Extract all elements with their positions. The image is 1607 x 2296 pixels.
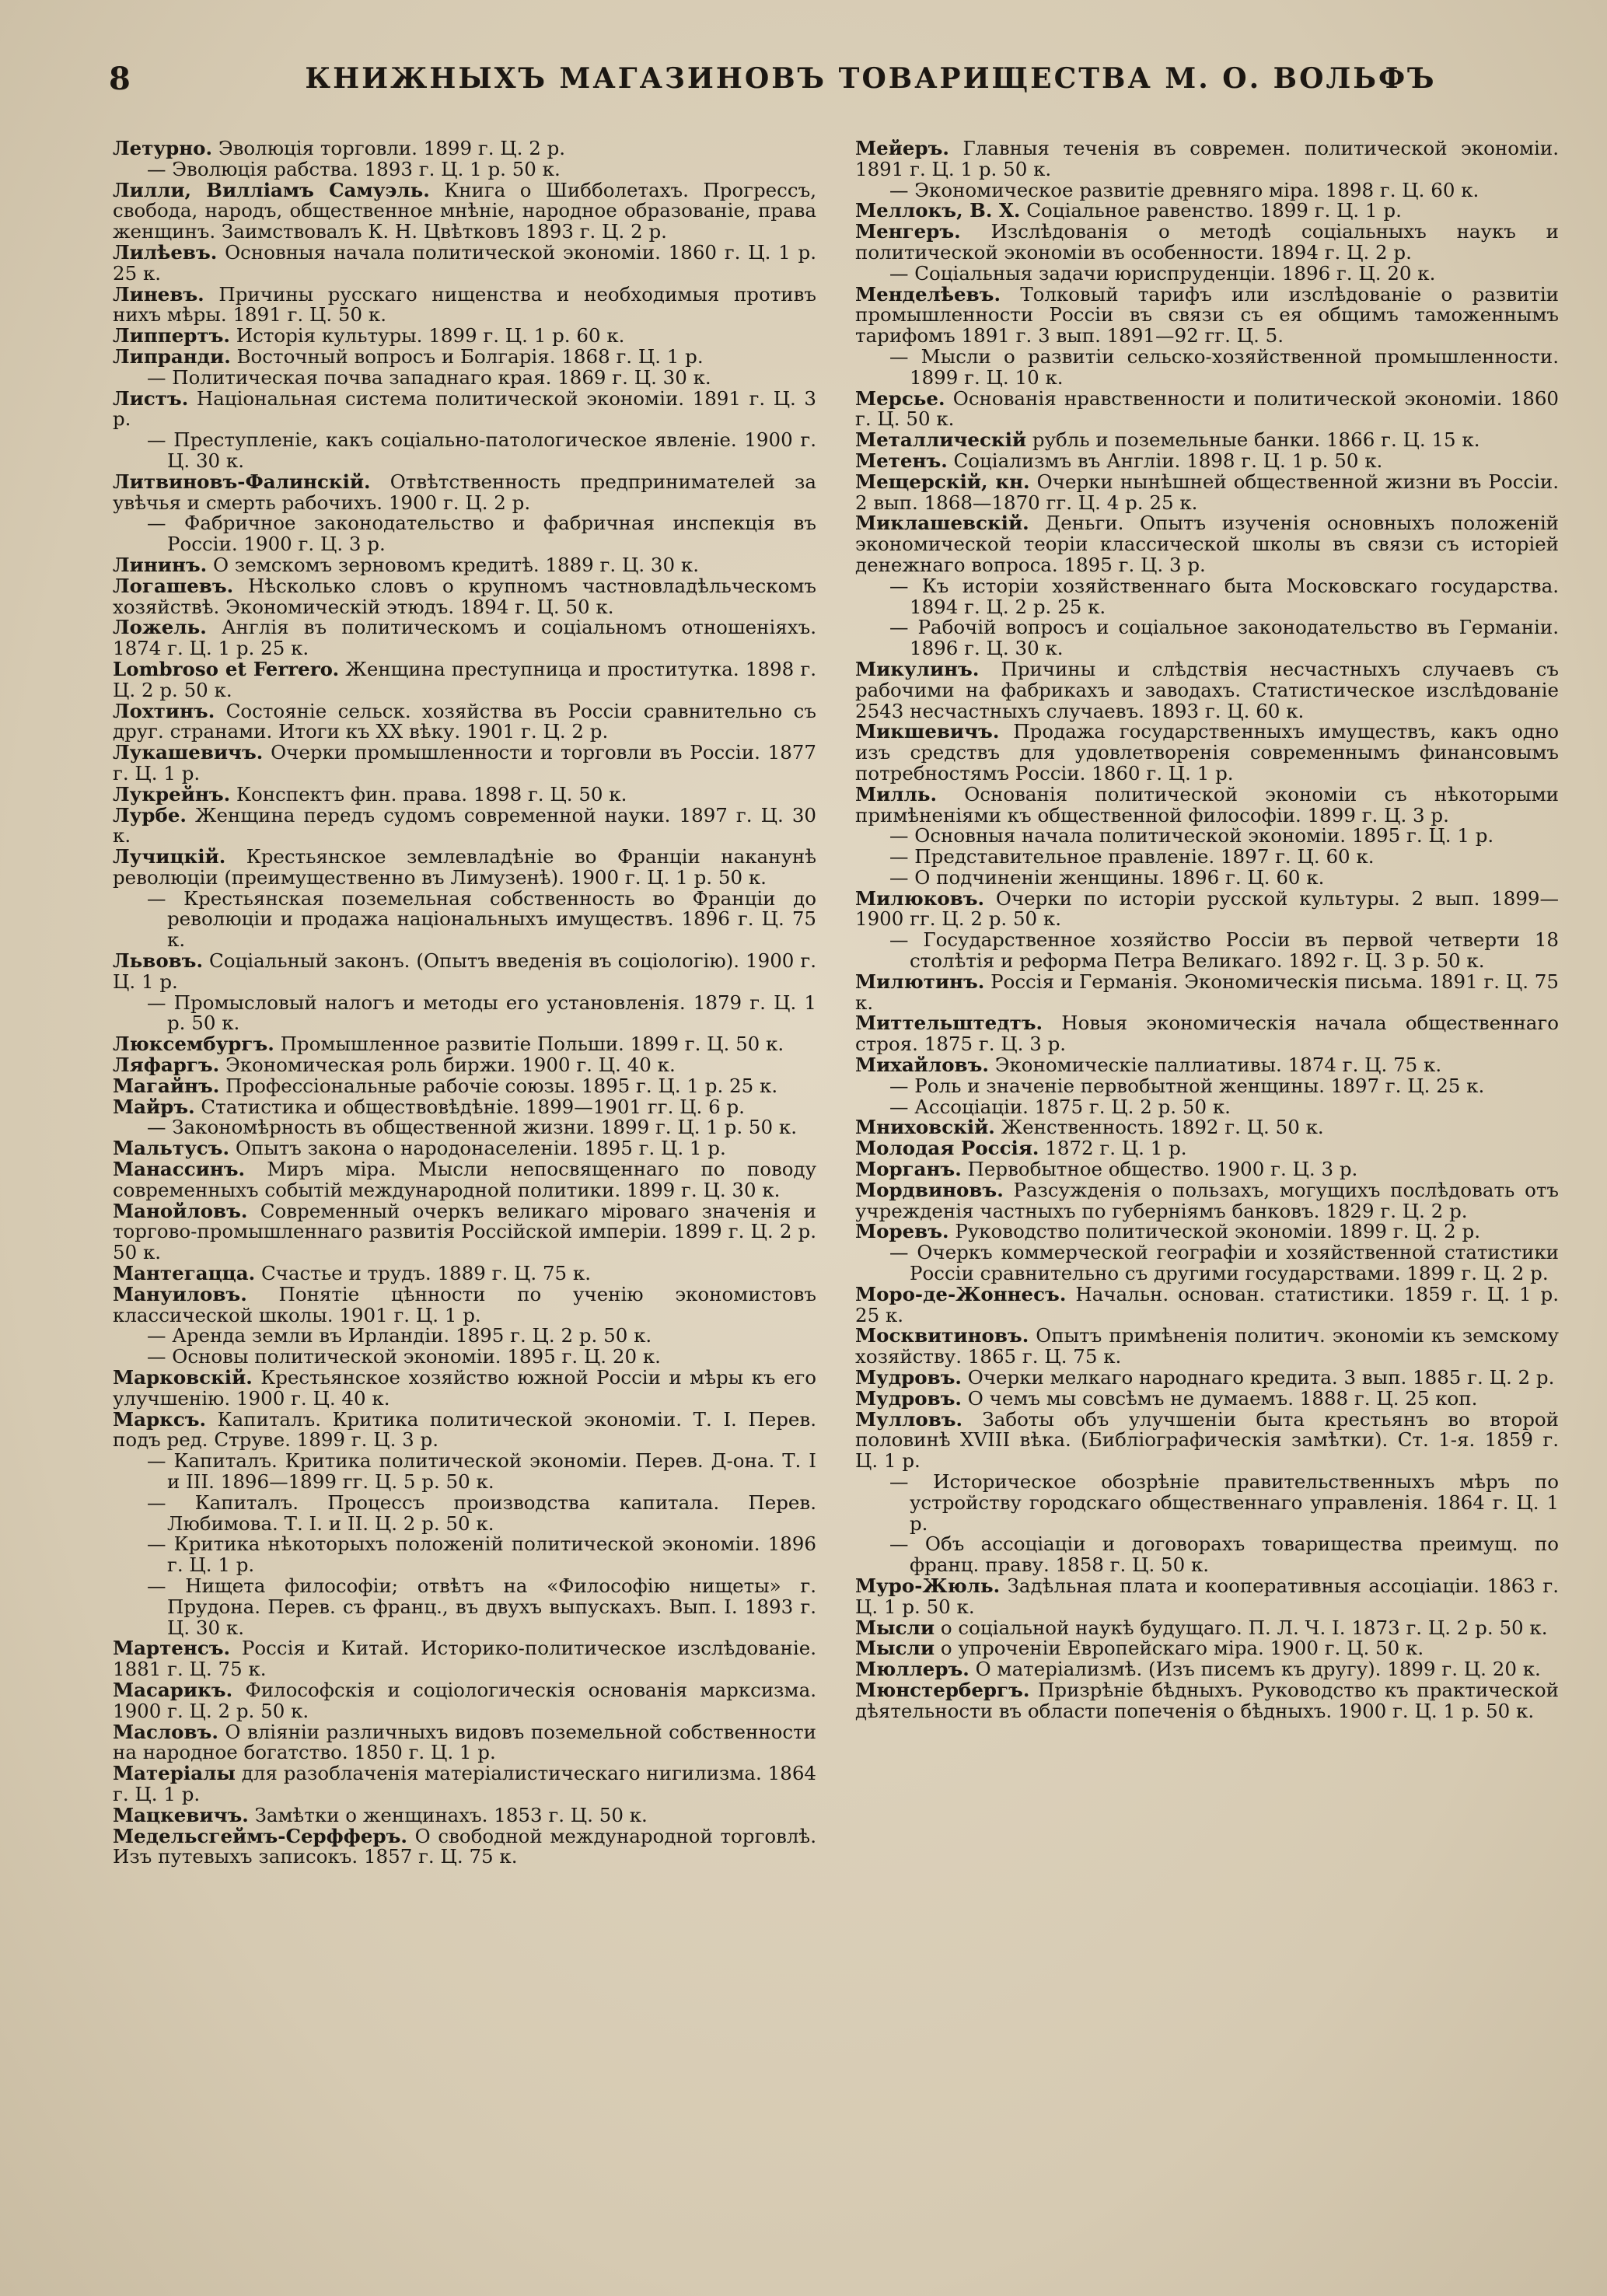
entry-title: Замѣтки о женщинахъ. 1853 г. Ц. 50 к. <box>254 1803 648 1826</box>
catalog-entry <box>113 659 816 701</box>
entry-title: — Основы политической экономіи. 1895 г. Ц. 20 к. <box>147 1345 661 1368</box>
entry-title: О матеріализмѣ. (Изъ писемъ къ другу). 1899 г. Ц. 20 к. <box>975 1658 1541 1681</box>
catalog-entry <box>855 847 1559 868</box>
catalog-entry <box>855 138 1559 180</box>
catalog-entry <box>113 1097 816 1118</box>
entry-author: Лининъ. <box>113 553 208 576</box>
catalog-entry <box>113 1263 816 1284</box>
entry-title: Очерки мелкаго народнаго кредита. 3 вып. 1885 г. Ц. 2 р. <box>967 1366 1555 1389</box>
catalog-entry <box>855 222 1559 264</box>
catalog-entry <box>113 782 816 806</box>
catalog-entry <box>855 1576 1559 1618</box>
catalog-entry <box>113 1076 816 1097</box>
entry-title: — Историческое обозрѣніе правительственныхъ мѣръ по устройству городскаго общественнаго управленія. 1864 г. Ц. 1 р. <box>889 1470 1559 1535</box>
entry-title: — Основныя начала политической экономіи. 1895 г. Ц. 1 р. <box>889 824 1494 847</box>
entry-title: — Государственное хозяйство Россіи въ первой четверти 18 столѣтія и реформа Петра Великаго. 1892 г. Ц. 3 р. 50 к. <box>889 928 1559 973</box>
entry-author: Микшевичъ. <box>855 720 1000 743</box>
entry-author: Ляфаргъ. <box>113 1054 220 1077</box>
entry-title: рубль и поземельные банки. 1866 г. Ц. 15 к. <box>1032 428 1480 452</box>
catalog-entry <box>113 138 816 159</box>
catalog-entry <box>113 743 816 785</box>
entry-author: Миклашевскій. <box>855 512 1029 535</box>
entry-author: Марксъ. <box>113 1407 207 1431</box>
entry-author: Мниховскій. <box>855 1116 995 1139</box>
entry-title: Основанія политической экономіи съ нѣкоторыми примѣненіями къ общественной философіи. 1899 г. Ц. 3 р. <box>855 782 1559 826</box>
entry-title: — Нищета философіи; отвѣтъ на «Философію нищеты» г. Прудона. Перев. съ франц., въ двухъ выпускахъ. Вып. I. 1893 г. Ц. 30 к. <box>147 1574 816 1639</box>
catalog-entry <box>113 365 816 389</box>
entry-title: Россія и Китай. Историко-политическое изслѣдованіе. 1881 г. Ц. 75 к. <box>113 1637 816 1681</box>
catalog-entry <box>855 1680 1559 1722</box>
catalog-entry <box>113 282 816 327</box>
catalog-entry <box>113 1490 816 1535</box>
catalog-entry <box>113 617 816 659</box>
catalog-entry <box>113 1368 816 1410</box>
entry-title: Задѣльная плата и кооперативныя ассоціаціи. 1863 г. Ц. 1 р. 50 к. <box>855 1574 1559 1618</box>
entry-author: Мысли <box>855 1616 935 1639</box>
entry-title: — Политическая почва западнаго края. 1869 г. Ц. 30 к. <box>147 365 711 389</box>
catalog-entry <box>855 1138 1559 1159</box>
catalog-entry <box>113 1055 816 1076</box>
entry-title: Россія и Германія. Экономическія письма. 1891 г. Ц. 75 к. <box>855 970 1559 1014</box>
entry-title: Толковый тарифъ или изслѣдованіе о развитіи промышленности Россіи въ связи съ ея общимъ таможеннымъ тарифомъ 1891 г. 3 вып. 1891—92 гг. Ц. 5. <box>855 282 1559 348</box>
entry-author: Медельсгеймъ-Серфферъ. <box>113 1824 407 1847</box>
entry-author: Меллокъ, В. Х. <box>855 199 1021 222</box>
entry-title: Заботы объ улучшеніи быта крестьянъ во второй половинѣ XVIII вѣка. (Библіографическія замѣтки). Ст. 1-я. 1859 г. Ц. 1 р. <box>855 1407 1559 1473</box>
catalog-entry <box>855 659 1559 722</box>
catalog-entry <box>113 344 816 368</box>
catalog-entry <box>855 886 1559 931</box>
entry-title: Счастье и трудъ. 1889 г. Ц. 75 к. <box>261 1262 592 1285</box>
entry-author: Мудровъ. <box>855 1366 962 1389</box>
entry-title: Философскія и соціологическія основанія марксизма. 1900 г. Ц. 2 р. 50 к. <box>113 1678 816 1722</box>
entry-title: — Промысловый налогъ и методы его установленія. 1879 г. Ц. 1 р. 50 к. <box>147 991 816 1035</box>
entry-author: Логашевъ. <box>113 574 234 597</box>
catalog-entry <box>113 1722 816 1764</box>
catalog-entry <box>855 1407 1559 1473</box>
entry-title: Главныя теченія въ современ. политической экономіи. 1891 г. Ц. 1 р. 50 к. <box>855 137 1559 180</box>
catalog-entry <box>113 576 816 618</box>
catalog-entry <box>113 555 816 576</box>
catalog-entry <box>855 1180 1559 1222</box>
entry-title: О свободной международной торговлѣ. Изъ путевыхъ записокъ. 1857 г. Ц. 75 к. <box>113 1824 816 1868</box>
entry-author: Мейеръ. <box>855 137 949 159</box>
entry-author: Липпертъ. <box>113 324 230 348</box>
entry-author: Москвитиновъ. <box>855 1324 1029 1347</box>
entry-author: Микулинъ. <box>855 657 980 680</box>
catalog-entry <box>855 1284 1559 1326</box>
entry-title: — Аренда земли въ Ирландіи. 1895 г. Ц. 2 р. 50 к. <box>147 1324 652 1347</box>
catalog-entry <box>855 865 1559 889</box>
entry-title: Причины русскаго нищенства и необходимыя противъ нихъ мѣры. 1891 г. Ц. 50 к. <box>113 282 816 327</box>
entry-author: Метенъ. <box>855 449 948 472</box>
catalog-entry <box>855 576 1559 618</box>
entry-title: Нѣсколько словъ о крупномъ частновладѣльческомъ хозяйствѣ. Экономическій этюдъ. 1894 г. Ц. 50 к. <box>113 574 816 618</box>
entry-title: Соціальный законъ. (Опытъ введенія въ соціологію). 1900 г. Ц. 1 р. <box>113 949 816 993</box>
entry-author: Мануиловъ. <box>113 1282 247 1305</box>
entry-author: Морганъ. <box>855 1158 962 1181</box>
entry-title: — Капиталъ. Критика политической экономіи. Перев. Д-она. Т. I и III. 1896—1899 гг. Ц. 5 р. 50 к. <box>147 1449 816 1493</box>
entry-title: — Закономѣрность въ общественной жизни. 1899 г. Ц. 1 р. 50 к. <box>147 1116 797 1139</box>
entry-title: Руководство политической экономіи. 1899 г. Ц. 2 р. <box>955 1220 1480 1243</box>
entry-title: Англія въ политическомъ и соціальномъ отношеніяхъ. 1874 г. Ц. 1 р. 25 к. <box>113 616 816 660</box>
entry-title: — Критика нѣкоторыхъ положеній политической экономіи. 1896 г. Ц. 1 р. <box>147 1532 816 1577</box>
entry-title: — Эволюція рабства. 1893 г. Ц. 1 р. 50 к. <box>147 157 561 180</box>
entry-title: Первобытное общество. 1900 г. Ц. 3 р. <box>967 1158 1358 1181</box>
catalog-entry <box>855 451 1559 472</box>
catalog-entry <box>855 430 1559 451</box>
entry-author: Мулловъ. <box>855 1407 963 1431</box>
entry-title: Экономическіе паллиативы. 1874 г. Ц. 75 к. <box>994 1054 1442 1077</box>
catalog-entry <box>855 1055 1559 1076</box>
entry-title: Женщина преступница и проститутка. 1898 г. Ц. 2 р. 50 к. <box>113 657 816 701</box>
entry-author: Михайловъ. <box>855 1054 989 1077</box>
catalog-entry <box>113 430 816 472</box>
entry-author: Мантегацца. <box>113 1262 256 1285</box>
entry-author: Мысли <box>855 1637 935 1660</box>
entry-author: Милюковъ. <box>855 886 985 910</box>
entry-title: Національная система политической экономіи. 1891 г. Ц. 3 р. <box>113 386 816 431</box>
catalog-entry <box>855 826 1559 847</box>
entry-author: Матеріалы <box>113 1762 236 1785</box>
catalog-entry <box>855 972 1559 1014</box>
entry-author: Листъ. <box>113 386 189 410</box>
right-column <box>855 138 1559 1722</box>
entry-title: — Къ исторіи хозяйственнаго быта Московскаго государства. 1894 г. Ц. 2 р. 25 к. <box>889 574 1559 618</box>
entry-title: Профессіональные рабочіе союзы. 1895 г. Ц. 1 р. 25 к. <box>225 1074 778 1097</box>
entry-title: О чемъ мы совсѣмъ не думаемъ. 1888 г. Ц. 25 коп. <box>967 1386 1478 1410</box>
entry-author: Мюнстербергъ. <box>855 1678 1030 1701</box>
catalog-entry <box>855 1076 1559 1097</box>
entry-title: — Очеркъ коммерческой географіи и хозяйственной статистики Россіи сравнительно съ другими государствами. 1899 г. Ц. 2 р. <box>889 1241 1559 1285</box>
catalog-entry <box>113 1763 816 1805</box>
catalog-entry <box>113 1034 816 1055</box>
catalog-entry <box>855 282 1559 348</box>
entry-author: Марковскій. <box>113 1366 253 1389</box>
entry-author: Лучицкій. <box>113 845 226 868</box>
catalog-entry <box>113 386 816 431</box>
catalog-entry <box>113 513 816 555</box>
entry-title: Причины и слѣдствія несчастныхъ случаевъ съ рабочими на фабрикахъ и заводахъ. Статистическое изслѣдованіе 2543 несчастныхъ случаевъ. 1893 г. Ц. 60 к. <box>855 657 1559 722</box>
entry-title: — Преступленіе, какъ соціально-патологическое явленіе. 1900 г. Ц. 30 к. <box>147 428 816 472</box>
entry-title: Экономическая роль биржи. 1900 г. Ц. 40 к. <box>225 1054 676 1077</box>
entry-author: Миттельштедтъ. <box>855 1012 1043 1035</box>
entry-title: Продажа государственныхъ имуществъ, какъ одно изъ средствъ для удовлетворенія современнымъ финансовымъ потребностямъ Россіи. 1860 г. Ц. 1 р. <box>855 720 1559 785</box>
entry-title: Отвѣтственность предпринимателей за увѣчья и смерть рабочихъ. 1900 г. Ц. 2 р. <box>113 470 816 514</box>
catalog-entry <box>855 180 1559 201</box>
page-number: 8 <box>109 61 131 97</box>
entry-title: Очерки нынѣшней общественной жизни въ Россіи. 2 вып. 1868—1870 гг. Ц. 4 р. 25 к. <box>855 470 1560 514</box>
entry-author: Манассинъ. <box>113 1158 246 1181</box>
catalog-entry <box>113 1201 816 1263</box>
entry-title: Новыя экономическія начала общественнаго строя. 1875 г. Ц. 3 р. <box>855 1012 1559 1056</box>
catalog-entry <box>855 1368 1559 1389</box>
catalog-entry <box>113 1638 816 1680</box>
entry-author: Мордвиновъ. <box>855 1178 1004 1201</box>
entry-title: — Представительное правленіе. 1897 г. Ц. 60 к. <box>889 845 1375 868</box>
entry-title: Эволюція торговли. 1899 г. Ц. 2 р. <box>218 137 566 159</box>
entry-title: Основныя начала политической экономіи. 1860 г. Ц. 1 р. 25 к. <box>113 240 816 285</box>
catalog-entry <box>113 326 816 347</box>
entry-author: Линевъ. <box>113 282 204 306</box>
entry-author: Лилѣевъ. <box>113 240 218 264</box>
entry-title: Капиталъ. Критика политической экономіи. Т. I. Перев. подъ ред. Струве. 1899 г. Ц. 3 р. <box>113 1407 817 1452</box>
catalog-entry <box>855 782 1559 826</box>
entry-title: о упроченіи Европейскаго міра. 1900 г. Ц. 50 к. <box>940 1637 1424 1660</box>
catalog-entry <box>113 1138 816 1159</box>
catalog-entry <box>855 1386 1559 1410</box>
catalog-entry <box>113 1680 816 1722</box>
entry-title: Женщина передъ судомъ современной науки. 1897 г. Ц. 30 к. <box>113 803 816 847</box>
entry-author: Лукашевичъ. <box>113 741 264 764</box>
entry-title: — Рабочій вопросъ и соціальное законодательство въ Германіи. 1896 г. Ц. 30 к. <box>889 616 1559 660</box>
entry-title: Статистика и обществовѣдѣніе. 1899—1901 гг. Ц. 6 р. <box>201 1095 745 1118</box>
catalog-entry <box>113 1826 816 1868</box>
entry-title: Изслѣдованія о методѣ соціальныхъ наукъ и политической экономіи въ особенности. 1894 г. Ц. 2 р. <box>855 220 1559 264</box>
entry-author: Милютинъ. <box>855 970 985 993</box>
catalog-entry <box>113 1159 816 1201</box>
entry-title: — Роль и значеніе первобытной женщины. 1897 г. Ц. 25 к. <box>889 1074 1485 1097</box>
catalog-entry <box>855 1659 1559 1680</box>
catalog-entry <box>113 1451 816 1493</box>
entry-author: Моревъ. <box>855 1220 949 1243</box>
entry-author: Мальтусъ. <box>113 1137 230 1160</box>
entry-title: — Экономическое развитіе древняго міра. 1898 г. Ц. 60 к. <box>889 178 1479 201</box>
entry-title: Основанія нравственности и политической экономіи. 1860 г. Ц. 50 к. <box>855 386 1559 431</box>
entry-title: — Объ ассоціаціи и договорахъ товарищества преимущ. по франц. праву. 1858 г. Ц. 50 к. <box>889 1532 1559 1577</box>
entry-author: Мартенсъ. <box>113 1637 231 1660</box>
catalog-entry <box>855 1221 1559 1242</box>
page-header <box>109 61 1539 107</box>
entry-title: — Фабричное законодательство и фабричная инспекція въ Россіи. 1900 г. Ц. 3 р. <box>147 512 816 556</box>
entry-title: Конспектъ фин. права. 1898 г. Ц. 50 к. <box>236 782 627 806</box>
entry-author: Летурно. <box>113 137 213 159</box>
entry-author: Моро-де-Жоннесъ. <box>855 1282 1067 1305</box>
entry-title: — О подчиненіи женщины. 1896 г. Ц. 60 к. <box>889 865 1325 889</box>
catalog-entry <box>855 1472 1559 1534</box>
entry-title: Исторія культуры. 1899 г. Ц. 1 р. 60 к. <box>236 324 625 348</box>
entry-title: Очерки промышленности и торговли въ Россіи. 1877 г. Ц. 1 р. <box>113 741 816 785</box>
catalog-entry <box>855 722 1559 784</box>
entry-author: Лурбе. <box>113 803 187 826</box>
catalog-entry <box>855 1097 1559 1118</box>
entry-author: Менгеръ. <box>855 220 961 243</box>
entry-author: Майръ. <box>113 1095 195 1118</box>
entry-title: Понятіе цѣнности по ученію экономистовъ классической школы. 1901 г. Ц. 1 р. <box>113 1282 816 1326</box>
catalog-entry <box>113 847 816 889</box>
entry-author: Львовъ. <box>113 949 204 973</box>
catalog-entry <box>855 201 1559 222</box>
catalog-entry <box>113 240 816 285</box>
entry-title: О вліяніи различныхъ видовъ поземельной собственности на народное богатство. 1850 г. Ц. 1 р. <box>113 1720 816 1764</box>
entry-title: — Крестьянская поземельная собственность во Франціи до революціи и продажа національныхъ имуществъ. 1896 г. Ц. 75 к. <box>147 886 816 952</box>
left-column <box>113 138 816 1868</box>
catalog-entry <box>855 930 1559 972</box>
entry-title: О земскомъ зерновомъ кредитѣ. 1889 г. Ц. 30 к. <box>213 553 699 576</box>
entry-author: Лохтинъ. <box>113 699 215 722</box>
catalog-entry <box>855 344 1559 389</box>
entry-author: Мюллеръ. <box>855 1658 969 1681</box>
entry-title: — Соціальныя задачи юриспруденціи. 1896 г. Ц. 20 к. <box>889 261 1436 285</box>
entry-author: Ложель. <box>113 616 207 639</box>
catalog-entry <box>113 1284 816 1326</box>
running-title: КНИЖНЫХЪ МАГАЗИНОВЪ ТОВАРИЩЕСТВА М. О. ВОЛЬФЪ <box>305 62 1437 95</box>
entry-author: Лилли, Вилліамъ Самуэль. <box>113 178 430 201</box>
catalog-entry <box>855 261 1559 285</box>
entry-author: Мещерскій, кн. <box>855 470 1030 493</box>
entry-title: Книга о Шибболетахъ. Прогрессъ, свобода, народъ, общественное мнѣніе, народное образованіе, права женщинъ. Заимствовалъ К. Н. Цвѣтковъ 1893 г. Ц. 2 р. <box>113 178 816 243</box>
entry-author: Манойловъ. <box>113 1199 248 1222</box>
entry-title: Крестьянское землевладѣніе во Франціи наканунѣ революціи (преимущественно въ Лимузенѣ). 1900 г. Ц. 1 р. 50 к. <box>113 845 816 889</box>
entry-title: Соціализмъ въ Англіи. 1898 г. Ц. 1 р. 50 к. <box>953 449 1383 472</box>
entry-title: Женственность. 1892 г. Ц. 50 к. <box>1001 1116 1324 1139</box>
entry-author: Литвиновъ-Фалинскій. <box>113 470 371 493</box>
entry-author: Мацкевичъ. <box>113 1803 249 1826</box>
entry-title: Разсужденія о пользахъ, могущихъ послѣдовать отъ учрежденія частныхъ по губерніямъ банковъ. 1829 г. Ц. 2 р. <box>855 1178 1559 1222</box>
entry-title: Опытъ примѣненія политич. экономіи къ земскому хозяйству. 1865 г. Ц. 75 к. <box>855 1324 1559 1368</box>
entry-title: — Мысли о развитіи сельско-хозяйственной промышленности. 1899 г. Ц. 10 к. <box>889 344 1559 389</box>
catalog-entry <box>855 1534 1559 1576</box>
entry-author: Лукрейнъ. <box>113 782 231 806</box>
entry-title: — Капиталъ. Процессъ производства капитала. Перев. Любимова. Т. I. и II. Ц. 2 р. 50 к. <box>147 1490 816 1535</box>
entry-title: Современный очеркъ великаго міроваго значенія и торгово-промышленнаго развитія Россійской имперіи. 1899 г. Ц. 2 р. 50 к. <box>113 1199 816 1264</box>
entry-author: Муро-Жюль. <box>855 1574 1001 1597</box>
catalog-entry <box>855 1013 1559 1055</box>
catalog-entry <box>855 1242 1559 1284</box>
catalog-entry <box>855 1117 1559 1138</box>
catalog-entry <box>113 180 816 243</box>
entry-title: Состояніе сельск. хозяйства въ Россіи сравнительно съ друг. странами. Итоги къ XX вѣку. 1901 г. Ц. 2 р. <box>113 699 816 743</box>
catalog-entry <box>113 993 816 1035</box>
entry-author: Милль. <box>855 782 937 806</box>
catalog-entry <box>855 1618 1559 1639</box>
entry-title: для разоблаченія матеріалистическаго нигилизма. 1864 г. Ц. 1 р. <box>113 1762 816 1805</box>
entry-title: Деньги. Опытъ изученія основныхъ положеній экономической теоріи классической школы въ связи съ исторіей денежнаго вопроса. 1895 г. Ц. 3 р. <box>855 512 1559 576</box>
entry-title: — Ассоціаціи. 1875 г. Ц. 2 р. 50 к. <box>889 1095 1231 1118</box>
catalog-entry <box>855 1326 1559 1368</box>
catalog-entry <box>113 1326 816 1347</box>
catalog-entry <box>113 1407 817 1452</box>
entry-author: Менделѣевъ. <box>855 282 1001 306</box>
catalog-entry <box>855 386 1559 431</box>
entry-author: Lombroso et Ferrero. <box>113 657 340 680</box>
catalog-entry <box>113 1805 816 1826</box>
entry-title: Опытъ закона о народонаселеніи. 1895 г. Ц. 1 р. <box>235 1137 726 1160</box>
catalog-entry <box>855 1159 1559 1180</box>
entry-author: Масарикъ. <box>113 1678 233 1701</box>
entry-author: Люксембургъ. <box>113 1033 274 1056</box>
catalog-entry <box>855 617 1559 659</box>
entry-title: Призрѣніе бѣдныхъ. Руководство къ практической дѣятельности въ области попеченія о бѣдныхъ. 1900 г. Ц. 1 р. 50 к. <box>855 1678 1559 1722</box>
catalog-entry <box>855 472 1559 514</box>
entry-author: Магайнъ. <box>113 1074 220 1097</box>
entry-title: 1872 г. Ц. 1 р. <box>1045 1137 1187 1160</box>
catalog-entry <box>113 803 816 847</box>
catalog-entry <box>113 159 816 180</box>
catalog-entry <box>113 1347 816 1368</box>
catalog-entry <box>855 513 1559 575</box>
catalog-entry <box>113 1117 816 1138</box>
catalog-entry <box>113 951 816 993</box>
catalog-entry <box>113 472 816 514</box>
catalog-entry <box>113 886 816 952</box>
entry-title: Крестьянское хозяйство южной Россіи и мѣры къ его улучшенію. 1900 г. Ц. 40 к. <box>113 1366 816 1410</box>
entry-author: Масловъ. <box>113 1720 218 1743</box>
entry-author: Мудровъ. <box>855 1386 962 1410</box>
catalog-entry <box>113 1576 816 1638</box>
entry-author: Молодая Россія. <box>855 1137 1039 1160</box>
catalog-entry <box>855 1638 1559 1659</box>
entry-title: Очерки по исторіи русской культуры. 2 вып. 1899—1900 гг. Ц. 2 р. 50 к. <box>855 886 1559 931</box>
entry-title: Промышленное развитіе Польши. 1899 г. Ц. 50 к. <box>280 1033 784 1056</box>
entry-author: Липранди. <box>113 344 231 368</box>
entry-title: Восточный вопросъ и Болгарія. 1868 г. Ц. 1 р. <box>236 344 704 368</box>
entry-title: Миръ міра. Мысли непосвященнаго по поводу современныхъ событій международной политики. 1899 г. Ц. 30 к. <box>113 1158 816 1201</box>
entry-title: о соціальной наукѣ будущаго. П. Л. Ч. I. 1873 г. Ц. 2 р. 50 к. <box>940 1616 1548 1639</box>
entry-author: Мерсье. <box>855 386 945 410</box>
catalog-entry <box>113 1534 816 1576</box>
entry-title: Начальн. основан. статистики. 1859 г. Ц. 1 р. 25 к. <box>855 1282 1559 1326</box>
entry-title: Соціальное равенство. 1899 г. Ц. 1 р. <box>1026 199 1402 222</box>
entry-author: Металлическій <box>855 428 1027 452</box>
catalog-entry <box>113 701 816 743</box>
